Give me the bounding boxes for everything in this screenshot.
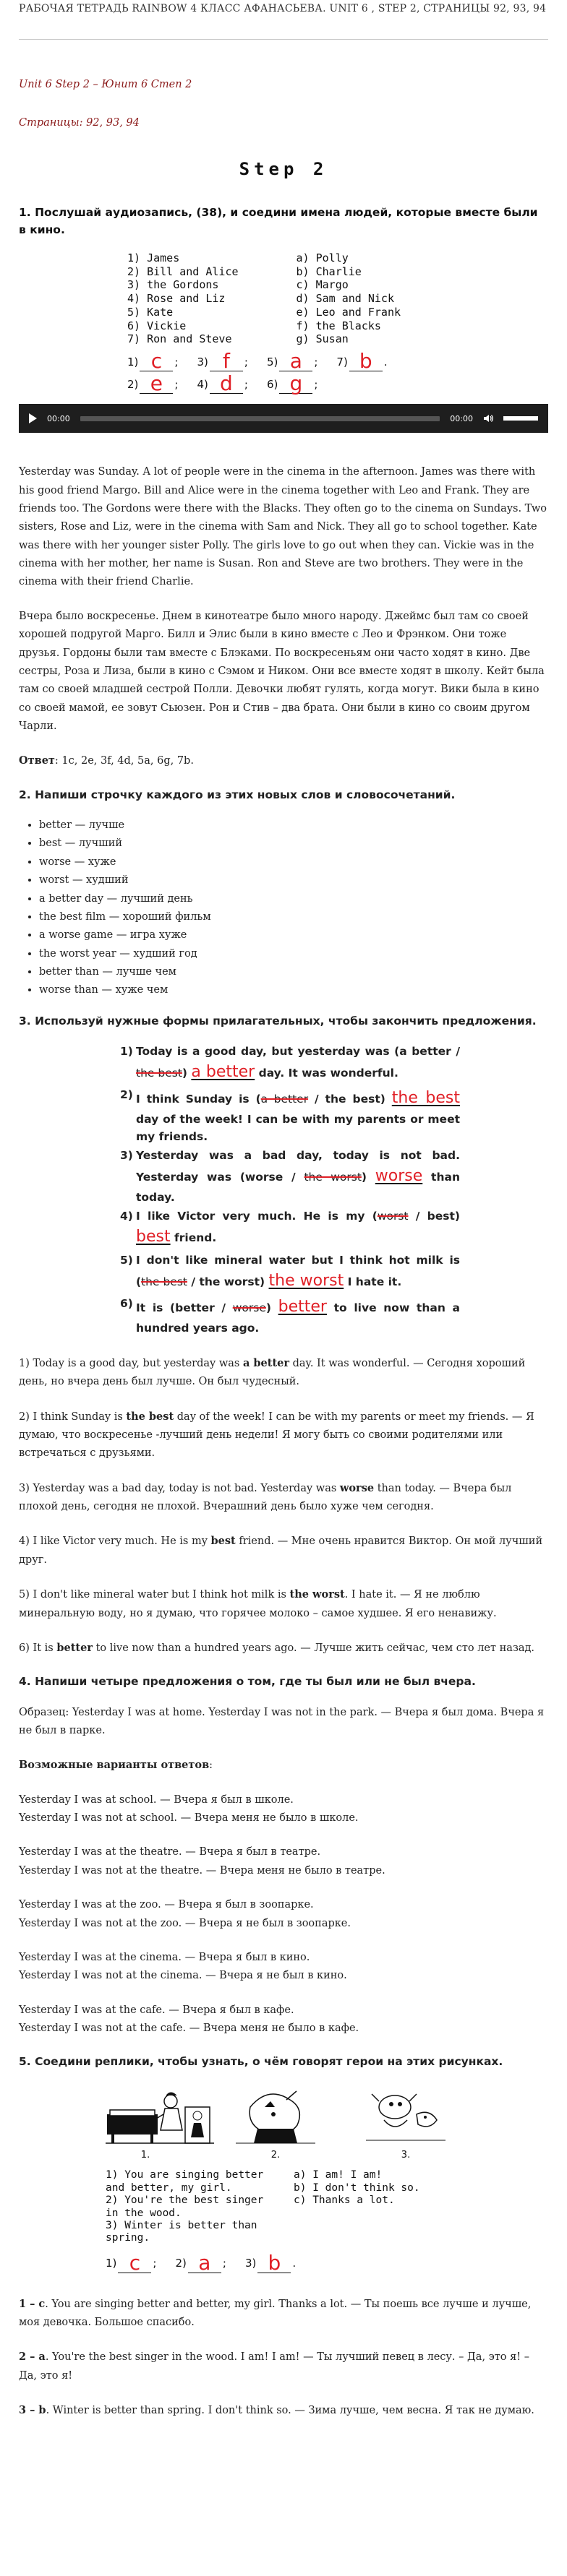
volume-icon[interactable] — [483, 413, 493, 423]
variant-pair: Yesterday I was at the theatre. — Вчера я был в театре. Yesterday I was not at the theatre. — Вчера меня не было в театре. — [19, 1846, 385, 1877]
task2-title: 2. Напиши строчку каждого из этих новых слов и словосочетаний. — [19, 788, 456, 801]
workbook-scan-task5 — [19, 2085, 548, 2273]
pages-line: Страницы: 92, 93, 94 — [19, 117, 140, 129]
workbook-scan-task3 — [120, 1043, 460, 1337]
handwritten-answer: e — [140, 374, 173, 394]
task1-title: 1. Послушай аудиозапись, (38), и соедини имена людей, которые вместе были в кино. — [19, 206, 538, 236]
exercise-row: 4) I like Victor very much. He is my (worst / best) best friend. — [120, 1210, 461, 1246]
title-divider — [19, 39, 548, 40]
name-item: 2) Bill and Alice — [127, 264, 239, 278]
handwritten-answer: d — [210, 374, 243, 394]
handwritten-answer: a — [188, 2254, 221, 2273]
dialogue-line: 2) You're the best singer in the wood. — [106, 2194, 264, 2219]
picture-label: 2. — [270, 2149, 281, 2161]
task3-answer: 2) I think Sunday is the best day of the week! I can be with my parents or meet my friends. — Я думаю, что воскресенье -лучший день недели! Я могу быть со своими родителями или встречаться с друзьями. — [19, 1410, 534, 1460]
piano-girl-illustration — [106, 2085, 185, 2145]
audio-player — [19, 404, 548, 433]
task5-answer: 1 – c. You are singing better and better, my girl. Thanks a lot. — Ты поешь все лучше и лучше, моя девочка. Большое спасибо. — [19, 2297, 532, 2329]
current-time: 00:00 — [47, 413, 70, 423]
unit-line: Unit 6 Step 2 – Юнит 6 Степ 2 — [19, 78, 192, 90]
handwritten-answer: c — [118, 2254, 151, 2273]
answer-item: 1) c ; — [127, 349, 179, 374]
handwritten-answer: c — [140, 352, 173, 371]
name-item: 6) Vickie — [127, 319, 187, 332]
task3-answer: 5) I don't like mineral water but I think hot milk is the worst. I hate it. — Я не люблю минеральную воду, но я думаю, что горячее молоко – самое худшее. Я его ненавижу. — [19, 1588, 497, 1619]
answers-row-2 — [127, 371, 548, 396]
handwritten-answer: the best — [391, 1089, 460, 1108]
handwritten-answer: better — [278, 1297, 327, 1316]
answer-item: 7) b . — [336, 349, 388, 374]
name-item: 4) Rose and Liz — [127, 292, 226, 306]
dialogue-line: 3) Winter is better than spring. — [106, 2219, 257, 2244]
dialogue-line: b) I don't think so. — [294, 2181, 420, 2194]
task3-answer: 4) I like Victor very much. He is my best friend. — Мне очень нравится Виктор. Он мой лучший друг. — [19, 1535, 543, 1566]
answer-item: 4) d ; — [197, 371, 248, 396]
handwritten-answer: worse — [375, 1167, 423, 1186]
handwritten-answer: f — [210, 352, 243, 371]
task3-answer: 1) Today is a good day, but yesterday was a better day. It was wonderful. — Сегодня хороший день, но вчера день был лучше. Он был чудесный. — [19, 1356, 526, 1388]
task5-title: 5. Соедини реплики, чтобы узнать, о чём говорят герои на этих рисунках. — [19, 2055, 503, 2069]
left-lines — [106, 2169, 272, 2244]
answer-item: 6) g ; — [266, 371, 318, 396]
list-item: • the best film — хороший фильм — [39, 908, 548, 926]
picture-label: 3. — [401, 2149, 411, 2161]
answer-item: 2) e ; — [127, 371, 179, 396]
list-item: • a better day — лучший день — [39, 890, 548, 908]
exercise-row: 2) I think Sunday is (a better / the best) the best day of the week! I can be with my parents or meet my friends. — [120, 1088, 460, 1144]
handwritten-answer: best — [136, 1228, 171, 1246]
exercise-row: 1) Today is a good day, but yesterday was (a better / the best) a better day. It was wonderful. — [120, 1045, 460, 1082]
pictures-row — [106, 2085, 548, 2164]
list-item: • best — лучший — [39, 835, 548, 853]
text-russian: Вчера было воскресенье. Днем в кинотеатре было много народу. Джеймс был там со своей хорошей подругой Марго. Билл и Элис были в кино вместе с Лео и Фрэнком. Они тоже друзья. Гордоны были там вместе с Блэками. По воскресеньям они часто ходят в кино. Две сестры, Роза и Лиза, были в кино с Сэмом и Ником. Они все вместе ходят в школу. Кейт была там со своей младшей сестрой Полли. Девочки любят гулять, когда могут. Вики была в кино со своей мамой, ее зовут Сьюзен. Рон и Стив – два брата. Они были в кино со своим другом Чарли. — [19, 610, 545, 733]
name-item: d) Sam and Nick — [296, 292, 394, 306]
exercise-row: 6) It is (better / worse) better to live now than a hundred years ago. — [120, 1296, 460, 1335]
match-table — [127, 251, 548, 346]
answers-row-1 — [127, 349, 548, 374]
right-names — [297, 251, 401, 346]
list-item: • the worst year — худший год — [39, 945, 548, 963]
list-item: • better than — лучше чем — [39, 963, 548, 981]
handwritten-answer: the worst — [268, 1271, 344, 1290]
workbook-scan-task1 — [19, 154, 548, 394]
name-item: c) Margo — [296, 278, 349, 292]
name-item: 3) the Gordons — [127, 278, 219, 292]
picture-2 — [236, 2085, 315, 2164]
answer-item: 2) a ; — [175, 2250, 226, 2275]
answer-item: 3) f ; — [197, 349, 248, 374]
exercise-row: 5) I don't like mineral water but I think hot milk is (the best / the worst) the worst I hate it. — [120, 1253, 460, 1290]
page-title: РАБОЧАЯ ТЕТРАДЬ RAINBOW 4 КЛАСС АФАНАСЬЕВА. UNIT 6 , STEP 2, СТРАНИЦЫ 92, 93, 94 — [19, 3, 547, 14]
handwritten-answer: b — [257, 2254, 291, 2273]
list-item: • worst — худший — [39, 871, 548, 889]
left-names — [127, 251, 239, 346]
bird-on-stump-illustration — [236, 2085, 315, 2145]
variant-pair: Yesterday I was at the cafe. — Вчера я был в кафе. Yesterday I was not at the cafe. — Вчера меня не было в кафе. — [19, 2004, 359, 2034]
list-item: • better — лучше — [39, 817, 548, 835]
task4-title: 4. Напиши четыре предложения о том, где ты был или не был вчера. — [19, 1675, 476, 1689]
handwritten-answer: g — [279, 374, 312, 394]
step-title: Step 2 — [239, 159, 328, 180]
task5-answers-row — [106, 2250, 548, 2275]
name-item: b) Charlie — [296, 264, 362, 278]
task3-answer: 3) Yesterday was a bad day, today is not bad. Yesterday was worse than today. — Вчера был плохой день, сегодня не плохой. Вчерашний день было хуже чем сегодня. — [19, 1481, 512, 1512]
text-english: Yesterday was Sunday. A lot of people were in the cinema in the afternoon. James was there with his good friend Margo. Bill and Alice were in the cinema together with Leo and Frank. They are friends too. The Gordons were there with the Blacks. They often go to the cinema on Sundays. Two sisters, Rose and Liz, were in the cinema with Sam and Nick. They all go to school together. Kate was there with her younger sister Polly. The girls love to go out when they can. Vickie was in the cinema with her mother, her name is Susan. Ron and Steve are two brothers. They were in the cinema with their friend Charlie. — [19, 466, 547, 588]
picture-label: 1. — [140, 2149, 150, 2161]
bird-characters-illustration — [366, 2085, 446, 2145]
variant-pair: Yesterday I was at the cinema. — Вчера я был в кино. Yesterday I was not at the cinema. — Вчера я не был в кино. — [19, 1951, 347, 1982]
name-item: e) Leo and Frank — [296, 305, 401, 319]
picture-3 — [366, 2085, 446, 2164]
name-item: 7) Ron and Steve — [127, 332, 232, 346]
variant-pair: Yesterday I was at school. — Вчера я был в школе. Yesterday I was not at school. — Вчера меня не было в школе. — [19, 1793, 359, 1824]
handwritten-answer: b — [349, 352, 383, 371]
handwritten-answer: a better — [191, 1063, 255, 1082]
answer-1: Ответ: 1c, 2e, 3f, 4d, 5a, 6g, 7b. — [19, 754, 194, 767]
answer-item: 1) c ; — [106, 2250, 157, 2275]
volume-slider[interactable] — [503, 416, 538, 421]
task3-answer: 6) It is better to live now than a hundred years ago. — Лучше жить сейчас, чем сто лет назад. — [19, 1641, 535, 1654]
list-item: • worse than — хуже чем — [39, 981, 548, 999]
name-item: a) Polly — [296, 251, 349, 264]
task5-answer: 3 – b. Winter is better than spring. I don't think so. — Зима лучше, чем весна. Я так не думаю. — [19, 2404, 534, 2417]
answer-item: 5) a ; — [266, 349, 318, 374]
dialogue-line: 1) You are singing better and better, my girl. — [106, 2169, 264, 2194]
play-icon[interactable] — [29, 413, 37, 423]
dialogue-line: c) Thanks a lot. — [294, 2194, 395, 2207]
name-item: g) Susan — [296, 332, 349, 346]
dialogue-line: a) I am! I am! — [294, 2169, 383, 2181]
duration: 00:00 — [450, 413, 473, 423]
picture-1 — [106, 2085, 185, 2164]
dialogue-options — [106, 2169, 548, 2244]
handwritten-answer: a — [279, 352, 312, 371]
exercise-row: 3) Yesterday was a bad day, today is not bad. Yesterday was (worse / the worst) worse than today. — [120, 1149, 460, 1205]
task3-title: 3. Используй нужные формы прилагательных, чтобы закончить предложения. — [19, 1014, 537, 1028]
word-list — [19, 817, 548, 1000]
task5-answer: 2 – a. You're the best singer in the wood. I am! I am! — Ты лучший певец в лесу. – Да, это я! – Да, это я! — [19, 2351, 529, 2382]
name-item: 1) James — [127, 251, 180, 264]
variant-pair: Yesterday I was at the zoo. — Вчера я был в зоопарке. Yesterday I was not at the zoo. — Вчера я не был в зоопарке. — [19, 1899, 351, 1929]
name-item: f) the Blacks — [296, 319, 381, 332]
seek-bar[interactable] — [80, 416, 440, 421]
list-item: • a worse game — игра хуже — [39, 926, 548, 944]
right-lines — [294, 2169, 420, 2244]
variants-title: Возможные варианты ответов: — [19, 1759, 213, 1772]
task4-example: Образец: Yesterday I was at home. Yesterday I was not in the park. — Вчера я был дома. Вчера я не был в парке. — [19, 1706, 545, 1736]
name-item: 5) Kate — [127, 305, 174, 319]
answer-item: 3) b . — [244, 2250, 297, 2275]
list-item: • worse — хуже — [39, 853, 548, 871]
